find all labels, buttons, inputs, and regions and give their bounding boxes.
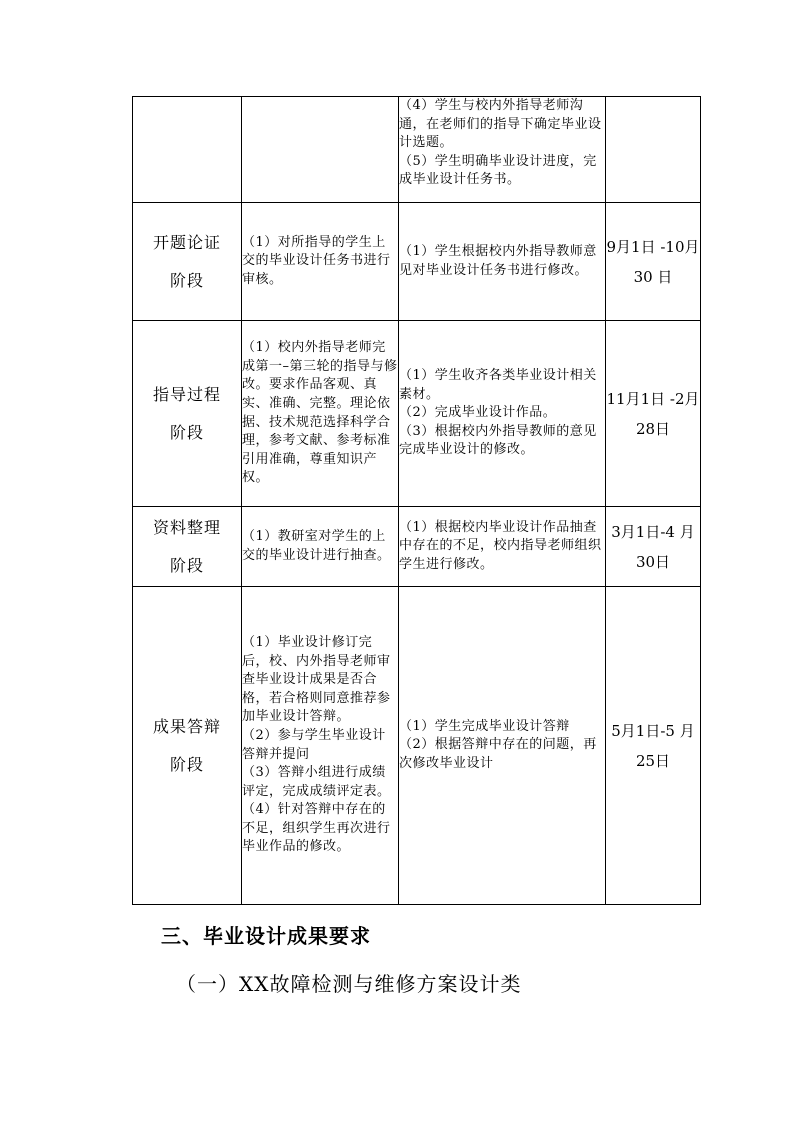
stage-name: 开题论证 bbox=[152, 232, 221, 252]
student-task-cell: （1）学生根据校内外指导教师意见对毕业设计任务书进行修改。 bbox=[399, 203, 606, 321]
section-heading: 三、毕业设计成果要求 bbox=[161, 924, 371, 948]
teacher-task-cell bbox=[242, 97, 399, 203]
stage-name: 成果答辩 bbox=[152, 716, 221, 736]
stage-name: 资料整理 bbox=[152, 517, 221, 537]
stage-cell bbox=[133, 587, 242, 905]
stage-name: 指导过程 bbox=[152, 384, 221, 404]
table-row bbox=[133, 507, 701, 587]
teacher-task-cell: （1）对所指导的学生上交的毕业设计任务书进行审核。 bbox=[242, 203, 399, 321]
stage-suffix: 阶段 bbox=[169, 754, 204, 774]
teacher-task-cell: （1）校内外指导老师完成第一–第三轮的指导与修改。要求作品客观、真实、准确、完整。理论依据、技术规范选择科学合理，参考文献、参考标准引用准确，尊重知识产权。 bbox=[242, 321, 399, 507]
date-cell: 3月1日-4 月30日 bbox=[606, 507, 701, 587]
date-cell: 5月1日-5 月25日 bbox=[606, 587, 701, 905]
date-cell bbox=[606, 97, 701, 203]
stage-cell bbox=[133, 507, 242, 587]
date-cell: 11月1日 -2月28日 bbox=[606, 321, 701, 507]
stage-suffix: 阶段 bbox=[169, 422, 204, 442]
table-row bbox=[133, 587, 701, 905]
date-cell: 9月1日 -10月30 日 bbox=[606, 203, 701, 321]
table-row bbox=[133, 203, 701, 321]
stage-suffix: 阶段 bbox=[169, 270, 204, 290]
table-row bbox=[133, 97, 701, 203]
student-task-cell: （1）学生完成毕业设计答辩 （2）根据答辩中存在的问题，再次修改毕业设计 bbox=[399, 587, 606, 905]
teacher-task-cell: （1）教研室对学生的上交的毕业设计进行抽查。 bbox=[242, 507, 399, 587]
student-task-cell: （1）学生收齐各类毕业设计相关素材。 （2）完成毕业设计作品。 （3）根据校内外指导教师的意见完成毕业设计的修改。 bbox=[399, 321, 606, 507]
subsection-heading: （一）XX故障检测与维修方案设计类 bbox=[176, 972, 522, 996]
teacher-task-cell: （1）毕业设计修订完后，校、内外指导老师审查毕业设计成果是否合格，若合格则同意推荐参加毕业设计答辩。 （2）参与学生毕业设计答辩并提问 （3）答辩小组进行成绩评定，完成成绩评定表。 （4）针对答辩中存在的不足，组织学生再次进行毕业作品的修改。 bbox=[242, 587, 399, 905]
schedule-table bbox=[132, 96, 701, 905]
stage-cell bbox=[133, 321, 242, 507]
stage-cell bbox=[133, 203, 242, 321]
stage-cell bbox=[133, 97, 242, 203]
stage-suffix: 阶段 bbox=[169, 555, 204, 575]
table-row bbox=[133, 321, 701, 507]
student-task-cell: （4）学生与校内外指导老师沟通，在老师们的指导下确定毕业设计选题。 （5）学生明确毕业设计进度，完成毕业设计任务书。 bbox=[399, 97, 606, 203]
student-task-cell: （1）根据校内毕业设计作品抽查中存在的不足，校内指导老师组织学生进行修改。 bbox=[399, 507, 606, 587]
